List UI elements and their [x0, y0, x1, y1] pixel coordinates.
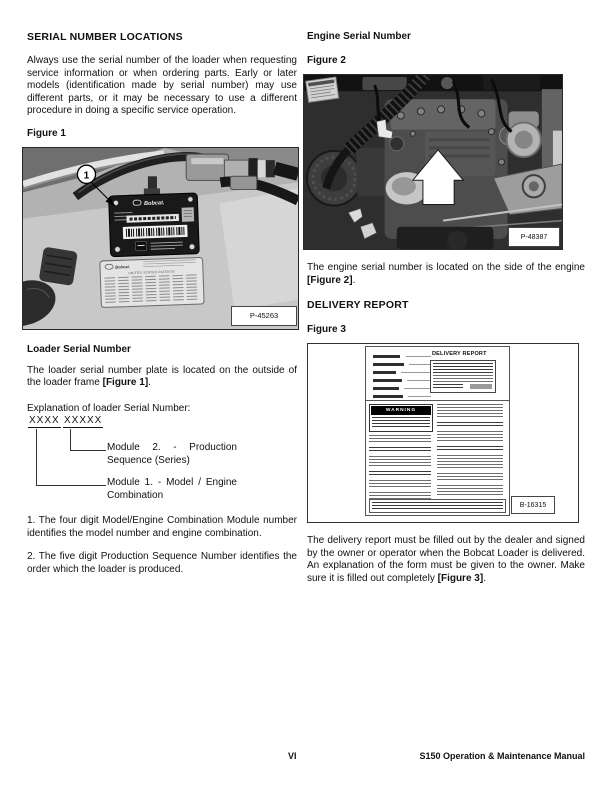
form-field-row [373, 363, 431, 367]
figure2-frame [303, 74, 563, 250]
section-heading-serial-locations: SERIAL NUMBER LOCATIONS [27, 31, 183, 43]
form-right-column [437, 404, 503, 499]
loader-serial-heading: Loader Serial Number [27, 343, 131, 355]
explanation-label: Explanation of loader Serial Number: [27, 402, 191, 414]
text-lines [437, 455, 503, 470]
engine-serial-location-text: The engine serial number is located on the side of the engine [307, 262, 585, 273]
serial-note-1: 1. The four digit Model/Engine Combination Module number identifies the model number and engine combination. [27, 515, 297, 539]
figure3-frame [307, 343, 579, 523]
engine-serial-heading: Engine Serial Number [307, 31, 411, 42]
figure1-label: Figure 1 [27, 127, 66, 139]
important-tag [306, 77, 339, 102]
figure3-photo-ref: B-16315 [511, 496, 555, 514]
connector-line-module1 [36, 429, 106, 486]
sentence-end: . [148, 377, 151, 388]
form-header-box [430, 360, 496, 393]
serial-locations-intro: Always use the serial number of the loader when requesting service information or when ordering parts. Early or later models (identification made by serial number) may use different parts, or it may be necessary to use a different procedure in doing a specific service operation. [27, 55, 297, 116]
module2-label: Module 2. - Production Sequence (Series) [107, 442, 237, 466]
page-footer [27, 751, 585, 765]
figure2-reference: [Figure 2] [307, 274, 353, 286]
text-lines [437, 446, 503, 452]
figure3-reference: [Figure 3] [437, 572, 484, 584]
form-title: DELIVERY REPORT [432, 351, 487, 357]
delivery-report-heading: DELIVERY REPORT [307, 299, 409, 311]
page-number: VI [288, 751, 297, 761]
form-field-row [373, 395, 431, 399]
text-lines [369, 480, 431, 489]
form-bottom-section [369, 499, 506, 513]
engine-serial-photo [304, 75, 562, 249]
serial-note-2: 2. The five digit Production Sequence Number identifies the order which the loader is produced. [27, 551, 297, 575]
text-lines [437, 422, 503, 428]
text-lines [433, 363, 493, 373]
form-stamp [470, 384, 492, 389]
engine-serial-location [307, 262, 585, 287]
form-field-row [373, 387, 431, 391]
sentence-end: . [483, 572, 486, 584]
text-lines [369, 447, 431, 453]
left-column [27, 31, 297, 576]
warning-banner: WARNING [371, 406, 431, 415]
patent-plate-title-text: UNITED STATES PATENTS [128, 269, 175, 275]
text-lines [369, 435, 431, 444]
form-field-row [373, 371, 431, 375]
callout-number: 1 [83, 169, 90, 181]
text-lines [372, 502, 503, 510]
warning-box [369, 404, 433, 432]
form-left-column [369, 435, 431, 499]
form-field-row [373, 379, 431, 383]
text-lines [372, 417, 430, 428]
serial-number-plate [109, 192, 200, 256]
module2-digits: XXXXX [64, 415, 103, 426]
delivery-report-form [365, 346, 510, 516]
text-lines [437, 431, 503, 443]
manual-title: S150 Operation & Maintenance Manual [419, 751, 585, 761]
loader-serial-location-text: The loader serial number plate is located on the outside of the loader frame [27, 364, 297, 388]
loader-serial-location [27, 365, 297, 390]
figure1-frame [22, 147, 299, 330]
delivery-report-body-text: The delivery report must be filled out by the dealer and signed by the owner or operator when the Bobcat Loader is delivered. An explanation of the form must be given to the owner. Make sure it is filled out completely [307, 535, 585, 584]
figure1-photo-ref: P-45263 [231, 306, 297, 326]
form-divider [366, 400, 509, 401]
text-lines [437, 473, 503, 482]
right-column [307, 31, 585, 585]
form-field-row [373, 355, 431, 359]
figure1-reference: [Figure 1] [102, 377, 149, 388]
figure3-label: Figure 3 [307, 324, 346, 335]
module1-digits: XXXX [29, 415, 60, 426]
text-lines [433, 384, 463, 389]
patent-plate-brand-text: Bobcat. [115, 263, 130, 270]
text-lines [433, 375, 493, 383]
patent-plate [100, 257, 204, 307]
text-lines [369, 456, 431, 468]
serial-number-diagram [27, 415, 297, 507]
figure2-label: Figure 2 [307, 55, 346, 66]
delivery-report-body [307, 535, 585, 585]
module1-label: Module 1. - Model / Engine Combination [107, 477, 237, 501]
text-lines [369, 471, 431, 477]
text-lines [437, 485, 503, 497]
plate-brand-text: Bobcat. [144, 199, 165, 207]
sentence-end: . [352, 274, 356, 286]
text-lines [369, 492, 431, 499]
figure2-photo-ref: P-48387 [508, 227, 560, 247]
text-lines [437, 404, 503, 419]
loader-serial-plate-photo [23, 148, 298, 329]
